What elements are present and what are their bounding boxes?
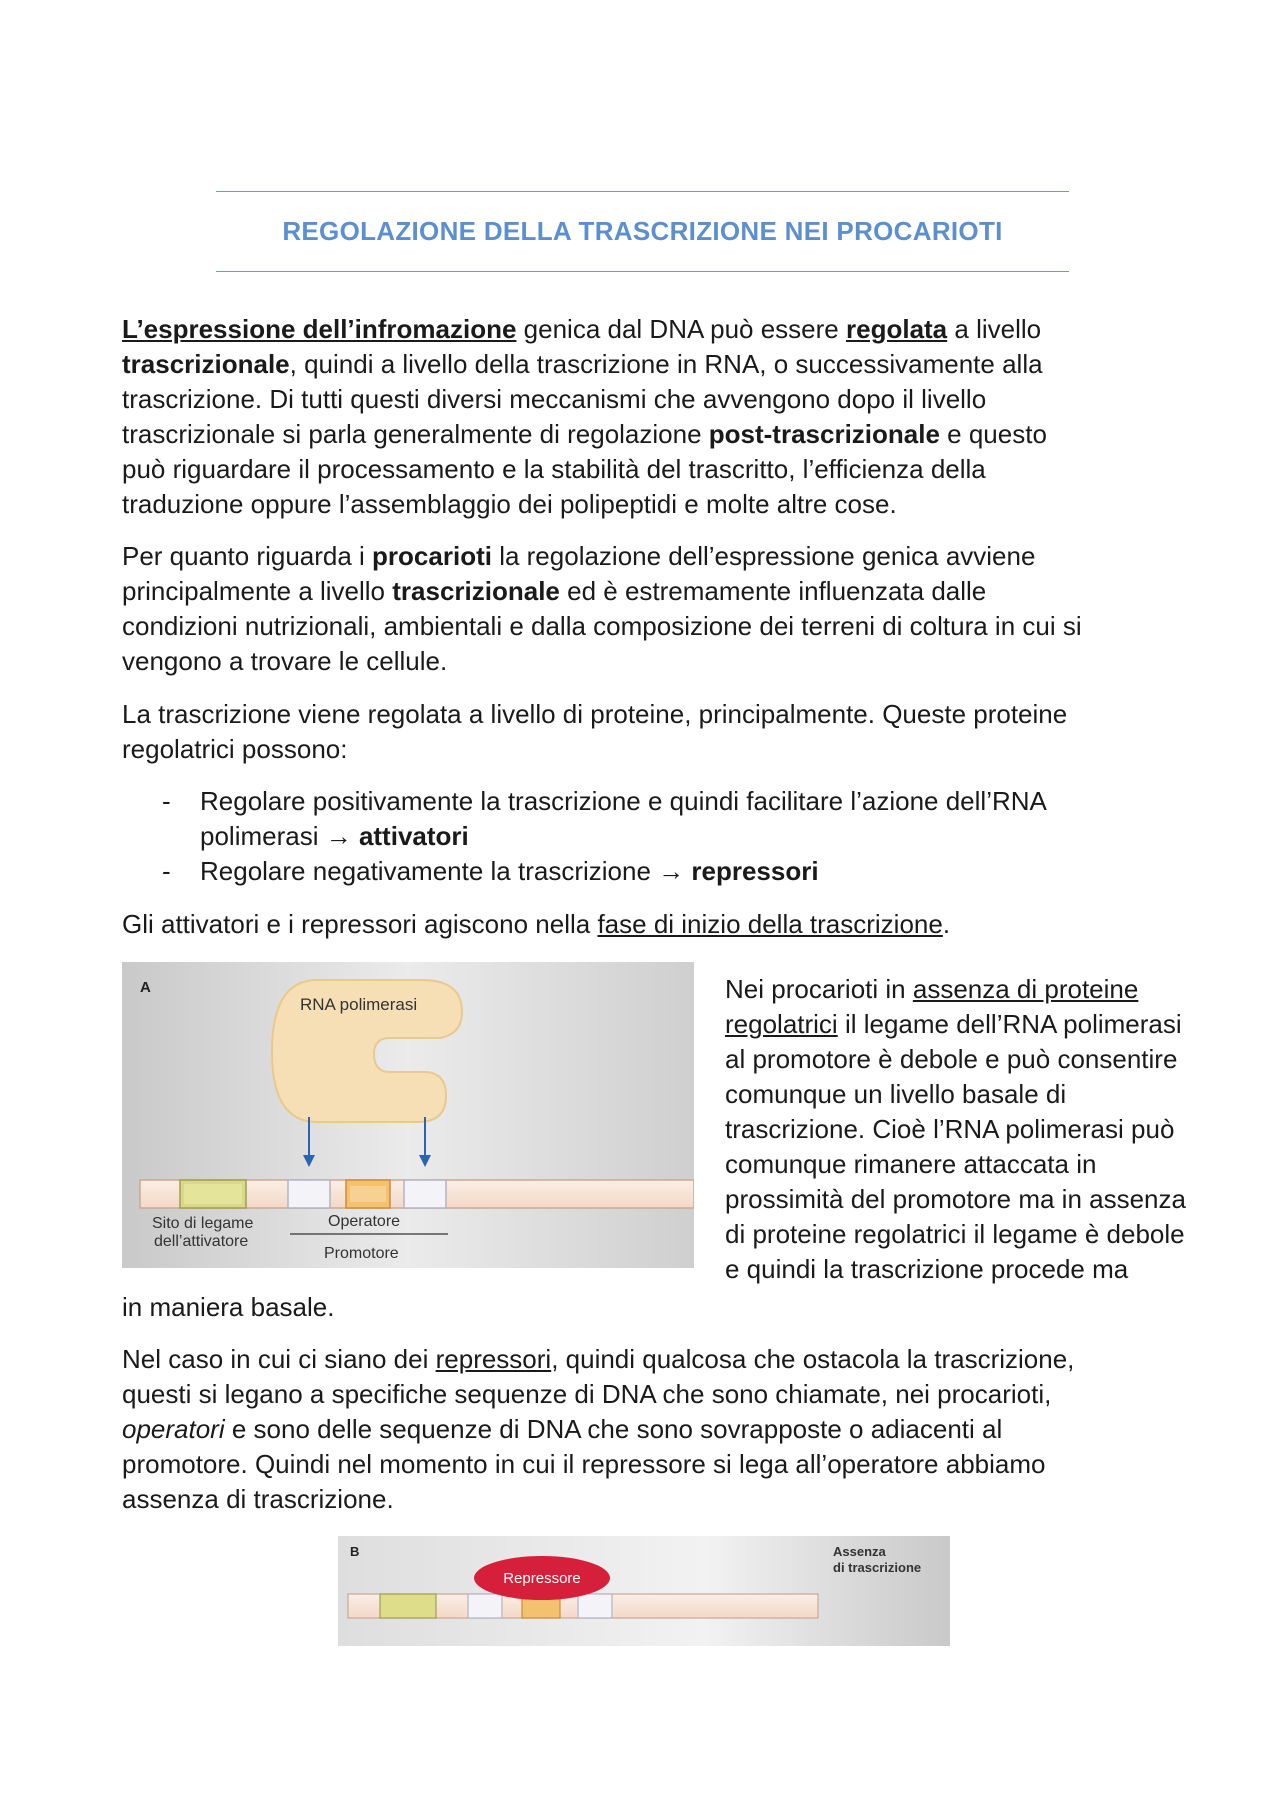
panel-label: B — [350, 1544, 360, 1559]
paragraph-initiation — [122, 907, 1222, 942]
text-span: a livello — [947, 314, 1042, 344]
paragraph-line: assenza di trascrizione. — [122, 1484, 394, 1514]
emphasis-text: regolata — [846, 314, 948, 344]
underlined-text: repressori — [435, 1344, 552, 1374]
repressor-label: Repressore — [503, 1570, 581, 1587]
paragraph-line — [122, 539, 1222, 574]
paragraph-line: comunque rimanere attaccata in — [725, 1149, 1097, 1179]
underlined-text: assenza di proteine — [912, 974, 1139, 1004]
bullet-dash: - — [162, 856, 171, 886]
text-span: trascrizionale si parla generalmente di regolazione — [122, 419, 709, 449]
paragraph-line — [122, 347, 1222, 382]
text-span: Nel caso in cui ci siano dei — [122, 1344, 436, 1374]
paragraph-line: condizioni nutrizionali, ambientali e dalla composizione dei terreni di coltura in cui si — [122, 611, 1082, 641]
site-label-line1: Sito di legame — [152, 1215, 254, 1232]
paragraph-line — [725, 972, 1245, 1007]
underlined-text: fase di inizio della trascrizione — [597, 909, 943, 939]
paragraph-line: e quindi la trascrizione procede ma — [725, 1254, 1129, 1284]
paragraph-line: promotore. Quindi nel momento in cui il repressore si lega all’operatore abbiamo — [122, 1449, 1046, 1479]
arrow-right-icon: → — [325, 821, 352, 851]
promoter-box — [404, 1180, 446, 1208]
paragraph-line: prossimità del promotore ma in assenza — [725, 1184, 1186, 1214]
text-span: , quindi qualcosa che ostacola la trascrizione, — [551, 1344, 1075, 1374]
bullet-dash: - — [162, 786, 171, 816]
text-span: principalmente a livello — [122, 576, 393, 606]
text-span: . — [942, 909, 951, 939]
paragraph-line: al promotore è debole e può consentire — [725, 1044, 1178, 1074]
emphasis-text: post-trascrizionale — [708, 419, 940, 449]
text-span: Regolare negativamente la trascrizione — [200, 856, 659, 886]
activator-binding-site-fill — [184, 1184, 242, 1204]
text-span: e questo — [939, 419, 1047, 449]
paragraph-line — [122, 312, 1222, 347]
panel-label: A — [140, 979, 151, 996]
emphasis-text: L’espressione dell’infromazione — [122, 314, 517, 344]
text-span: polimerasi — [200, 821, 326, 851]
paragraph-line: trascrizione. Di tutti questi diversi meccanismi che avvengono dopo il livello — [122, 384, 987, 414]
title-rule-bottom — [216, 271, 1069, 272]
text-span: Gli attivatori e i repressori agiscono nella — [122, 909, 598, 939]
text-span: genica dal DNA può essere — [516, 314, 846, 344]
no-transcription-label-line1: Assenza — [833, 1544, 886, 1559]
paragraph-line: traduzione oppure l’assemblaggio dei polipeptidi e molte altre cose. — [122, 489, 897, 519]
page-title: REGOLAZIONE DELLA TRASCRIZIONE NEI PROCARIOTI — [282, 216, 1003, 246]
paragraph-line: di proteine regolatrici il legame è debole — [725, 1219, 1185, 1249]
text-span: la regolazione dell’espressione genica avviene — [491, 541, 1036, 571]
paragraph-line: comunque un livello basale di — [725, 1079, 1067, 1109]
figure-b-repressor — [338, 1536, 950, 1646]
list-item — [200, 819, 1150, 854]
figure-a-rna-polymerase — [122, 962, 694, 1268]
text-span: Nei procarioti in — [725, 974, 913, 1004]
paragraph-line — [122, 1412, 1222, 1447]
activator-binding-site — [380, 1594, 436, 1618]
promoter-box — [578, 1594, 612, 1618]
title-rule-top — [216, 191, 1069, 192]
paragraph-line: questi si legano a specifiche sequenze di DNA che sono chiamate, nei procarioti, — [122, 1379, 1052, 1409]
text-span: Per quanto riguarda i — [122, 541, 373, 571]
text-span: ed è estremamente influenzata dalle — [559, 576, 987, 606]
list-item: Regolare positivamente la trascrizione e quindi facilitare l’azione dell’RNA — [200, 786, 1047, 816]
paragraph-line — [122, 574, 1222, 609]
paragraph-line: in maniera basale. — [122, 1292, 335, 1322]
paragraph-line: regolatrici possono: — [122, 734, 348, 764]
paragraph-line: può riguardare il processamento e la stabilità del trascritto, l’efficienza della — [122, 454, 986, 484]
text-span: e sono delle sequenze di DNA che sono sovrapposte o adiacenti al — [224, 1414, 1003, 1444]
emphasis-text: repressori — [684, 856, 819, 886]
no-transcription-label-line2: di trascrizione — [833, 1560, 922, 1575]
promoter-box — [468, 1594, 502, 1618]
operator-label: Operatore — [328, 1213, 401, 1230]
emphasis-text: procarioti — [372, 541, 492, 571]
site-label-line2: dell’attivatore — [154, 1233, 249, 1250]
paragraph-line — [122, 1342, 1222, 1377]
arrow-right-icon: → — [658, 856, 685, 886]
underlined-text: regolatrici — [725, 1009, 838, 1039]
text-span: il legame dell’RNA polimerasi — [837, 1009, 1182, 1039]
list-item — [200, 854, 1150, 889]
emphasis-text: trascrizionale — [392, 576, 560, 606]
operator-box-fill — [350, 1186, 386, 1202]
paragraph-line — [725, 1007, 1245, 1042]
enzyme-label: RNA polimerasi — [300, 995, 418, 1014]
paragraph-line — [122, 417, 1222, 452]
emphasis-text: trascrizionale — [122, 349, 290, 379]
text-span: , quindi a livello della trascrizione in RNA, o successivamente alla — [289, 349, 1043, 379]
promoter-box — [288, 1180, 330, 1208]
paragraph-line: vengono a trovare le cellule. — [122, 646, 448, 676]
paragraph-line: trascrizione. Cioè l’RNA polimerasi può — [725, 1114, 1175, 1144]
emphasis-text: attivatori — [351, 821, 469, 851]
italic-text: operatori — [122, 1414, 225, 1444]
paragraph-line: La trascrizione viene regolata a livello di proteine, principalmente. Queste proteine — [122, 699, 1068, 729]
promoter-label: Promotore — [324, 1245, 399, 1262]
